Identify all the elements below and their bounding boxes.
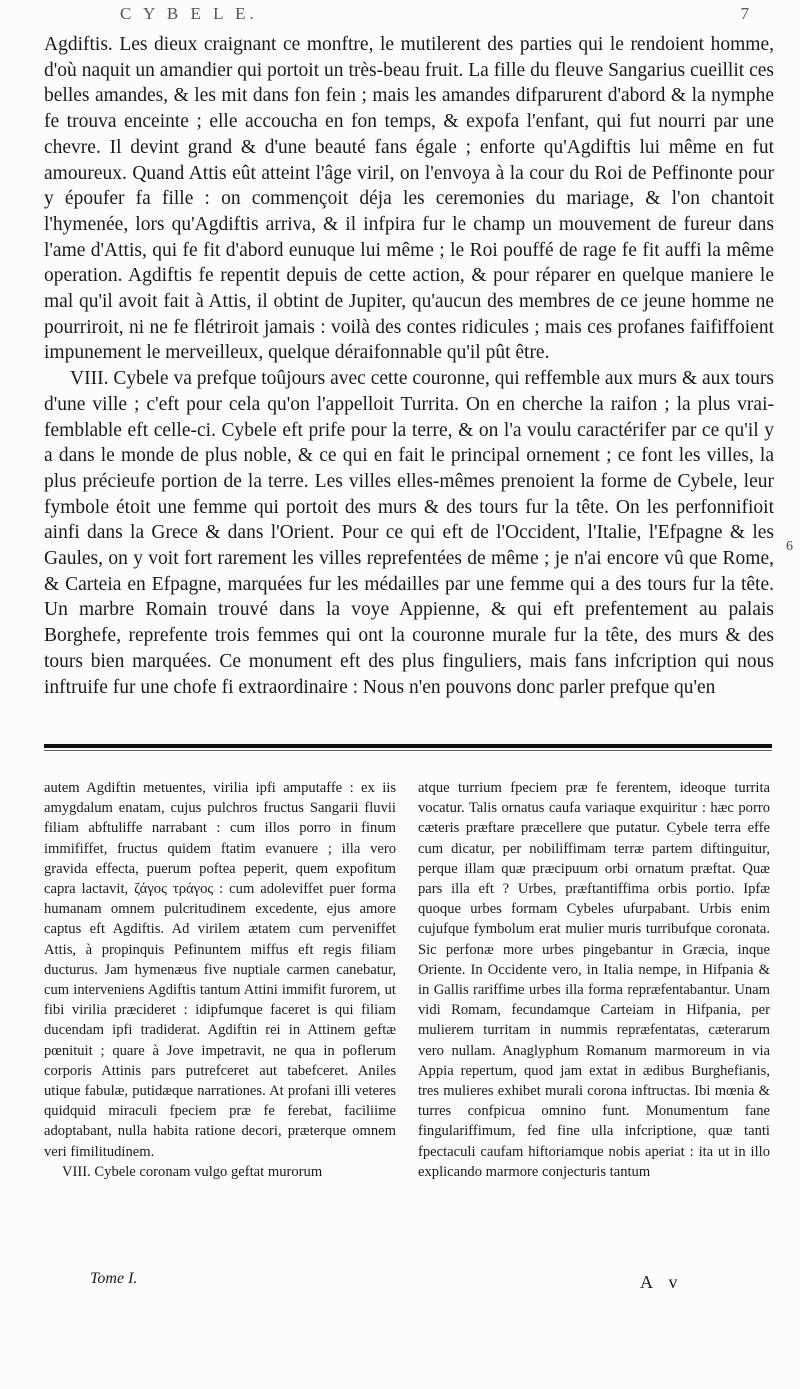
main-paragraph: Agdiftis. Les dieux craignant ce monftre, le mutilerent des parties qui le rendoient homme, d'où naquit un amandier qui portoit un très-beau fruit. La fille du fleuve Sangarius cueillit ces belles amandes, & les mit dans fon fein ; mais les amandes difparurent d'abord & la nymphe fe trouva enceinte ; elle accoucha en fon temps, & expofa l'enfant, qui fut nourri par une chevre. Il devint grand & d'une beauté fans égale ; enforte qu'Agdiftis lui même en fut amoureux. Quand Attis eût atteint l'âge viril, on l'envoya à la cour du Roi de Peffinonte pour y époufer fa fille : on commençoit déja les ceremonies du mariage, & l'on chantoit l'hymenée, lors qu'Agdiftis arriva, & il infpira fur le champ un mouvement de fureur dans l'ame d'Attis, qui fe fit d'abord eunuque lui même ; le Roi pouffé de rage fe fit auffi la même operation. Agdiftis fe repentit depuis de cette action, & pour réparer en quelque maniere le mal qu'il avoit fait à Attis, il obtint de Jupiter, qu'aucun des membres de ce jeune homme ne pourriroit, ni ne fe flétriroit jamais : voilà des contes ridicules ; mais ces profanes faififfoient impunement le merveilleux, quelque déraifonnable qu'il pût être.	[44, 34, 774, 364]
main-paragraph: VIII. Cybele va prefque toûjours avec cette couronne, qui reffemble aux murs & aux tours d'une ville ; c'eft pour cela qu'on l'appelloit Turrita. On en cherche la raifon ; la plus vrai-femblable eft celle-ci. Cybele eft prife pour la terre, & on l'a voulu caractérifer par ce qu'il y a dans le monde de plus noble, & ce qui en fait le principal ornement ; ce font les villes, la plus précieufe portion de la terre. Les villes elles-mêmes prenoient la forme de Cybele, leur fymbole étoit une femme qui portoit des murs & des tours fur la tête. On les perfonnifioit ainfi dans la Grece & dans l'Orient. Pour ce qui eft de l'Occident, l'Italie, l'Efpagne & les Gaules, on y voit fort rarement les villes reprefentées de même ; je n'ai encore vû que Rome, & Carteia en Efpagne, marquées fur les médailles par une femme qui a des tours fur la tête. Un marbre Romain trouvé dans la voye Appienne, & qui eft prefentement au palais Borghefe, reprefente trois femmes qui ont la couronne murale fur la tête, des murs & des tours bien marquées. Ce monument eft des plus finguliers, mais fans infcription qui nous inftruife fur une chofe fi extraordinaire : Nous n'en pouvons donc parler prefque qu'en	[44, 368, 774, 698]
signature-mark: A v	[640, 1272, 684, 1292]
note-paragraph: atque turrium fpeciem præ fe ferentem, ideoque turrita vocatur. Talis ornatus caufa variaque exquiritur : hæc porro cæteris præftare præcellere que putatur. Cybele terra effe cum dicatur, per nobiliffimam terræ partem diftinguitur, perque illam quæ præcipuum orbi ornatum præftat. Quæ pars illa eft ? Urbes, præftantiffima orbis portio. Ipfæ quoque urbes formam Cybeles ufurpabant. Urbis enim cujufque fymbolum erat mulier muris turribufque coronata. Sic perfonæ more urbes pingebantur in Græcia, inque Oriente. In Occidente vero, in Italia nempe, in Hifpania & in Gallis rariffime urbes illa forma repræfentabantur. Unam vidi Romam, fecundamque Carteiam in Hifpania, per mulierem turritam in nummis repræfentatas, cæterarum vero nullam. Anaglyphum Romanum marmoreum in via Appia repertum, quod jam extat in ædibus Burghefianis, tres mulieres exhibet murali corona inftructas. Ibi mœnia & turres confpicua omnino funt. Monumentum fane fingulariffimum, fed fine ulla infcriptione, quæ tanti fpectaculi caufam hiftoriamque nobis aperiat : ita ut in illo explicando marmore conjecturis tantum	[418, 780, 770, 1180]
marginal-note: 6	[786, 539, 793, 554]
footnote-rule-thin	[44, 750, 772, 751]
running-title: C Y B E L E.	[120, 4, 258, 23]
page-number: 7	[740, 4, 750, 23]
footnote-rule	[44, 744, 772, 748]
tome-label: Tome I.	[90, 1270, 138, 1287]
note-paragraph: autem Agdiftin metuentes, virilia ipfi amputaffe : ex iis amygdalum enatam, cujus pulchros fructus Sangarii fluvii filiam abftuliffe narrabant : cum illos porro in finum immififfet, fructus quidem ftatim evanuere ; illa vero gravida effecta, puerum poftea peperit, quem expofitum capra lactavit, ζάγος τράγος : cum adoleviffet puer forma humanam omnem pulcritudinem excedente, ejus amore captus eft Agdiftis. Ad virilem ætatem cum perveniffet Attis, à propinquis Pefinuntem miffus eft regis filiam ducturus. Jam hymenæus five nuptiale carmen canebatur, cum interveniens Agdiftis tantum Attini immifit furorem, ut fibi virilia præcideret : idipfumque faceret is qui filiam ducendam ipfi tradiderat. Agdiftin rei in Attinem geftæ pœnituit ; quare à Jove impetravit, ne qua in poflerum corporis Attinis pars putrefceret aut tabefceret. Aniles utique fabulæ, putidæque narrationes. At profani illi veteres quidquid miraculi fpeciem præ fe ferebat, faciliime adoptabant, nulla habita ratione decori, præterque omnem veri fimilitudinem.	[44, 780, 396, 1160]
notes-column-right	[418, 778, 770, 1182]
main-text	[44, 32, 774, 700]
notes-column-left	[44, 778, 396, 1182]
note-paragraph: VIII. Cybele coronam vulgo geftat murorum	[62, 1163, 323, 1180]
running-header	[70, 4, 790, 26]
